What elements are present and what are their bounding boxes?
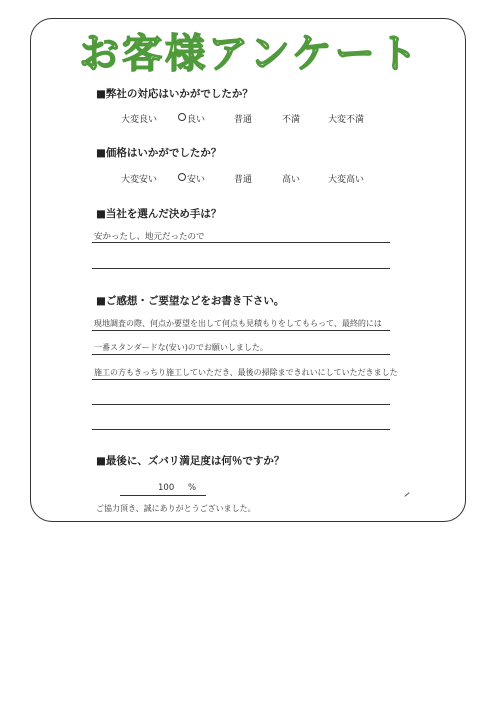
selected-circle-mark <box>178 173 186 181</box>
feedback-line-3: 施工の方もきっちり施工していただき、最後の掃除まできれいにしていただきました <box>94 368 398 377</box>
feedback-line-1: 現地調査の際、何点か要望を出して何点も見積もりをしてもらって、最終的には <box>94 319 382 328</box>
option-very-dissatisfied: 大変不満 <box>328 115 365 125</box>
answer-deciding-factor: 安かったし、地元だったので <box>94 232 205 242</box>
satisfaction-value: 100 <box>158 483 175 493</box>
option-cheap-label: 安い <box>187 175 206 185</box>
option-normal: 普通 <box>234 115 253 125</box>
question-satisfaction: ■最後に、ズバリ満足度は何％ですか？ <box>96 455 285 467</box>
answer-line <box>92 429 390 430</box>
option-very-good: 大変良い <box>121 115 158 125</box>
option-very-cheap: 大変安い <box>121 175 158 185</box>
answer-line <box>92 330 390 331</box>
option-very-expensive: 大変高い <box>328 175 365 185</box>
survey-title: お客様アンケート <box>79 31 421 77</box>
option-good <box>178 112 205 125</box>
feedback-line-2: 一番スタンダードな(安い)のでお願いしました。 <box>94 343 268 352</box>
thank-you-message: ご協力頂き、誠にありがとうございました。 <box>96 504 256 513</box>
question-service: ■弊社の対応はいかがでしたか？ <box>96 88 253 100</box>
answer-line <box>92 242 390 243</box>
answer-line <box>92 268 390 269</box>
option-normal-price: 普通 <box>234 175 253 185</box>
option-good-label: 良い <box>187 115 206 125</box>
selected-circle-mark <box>178 113 186 121</box>
answer-line <box>92 404 390 405</box>
question-feedback: ■ご感想・ご要望などをお書き下さい。 <box>96 295 285 307</box>
answer-line <box>92 379 390 380</box>
option-cheap <box>178 172 205 185</box>
satisfaction-unit: % <box>188 483 197 493</box>
satisfaction-line <box>120 495 206 496</box>
question-deciding-factor: ■当社を選んだ決め手は？ <box>96 208 222 220</box>
answer-line <box>92 354 390 355</box>
option-expensive: 高い <box>282 175 301 185</box>
option-dissatisfied: 不満 <box>282 115 301 125</box>
question-price: ■価格はいかがでしたか？ <box>96 147 222 159</box>
